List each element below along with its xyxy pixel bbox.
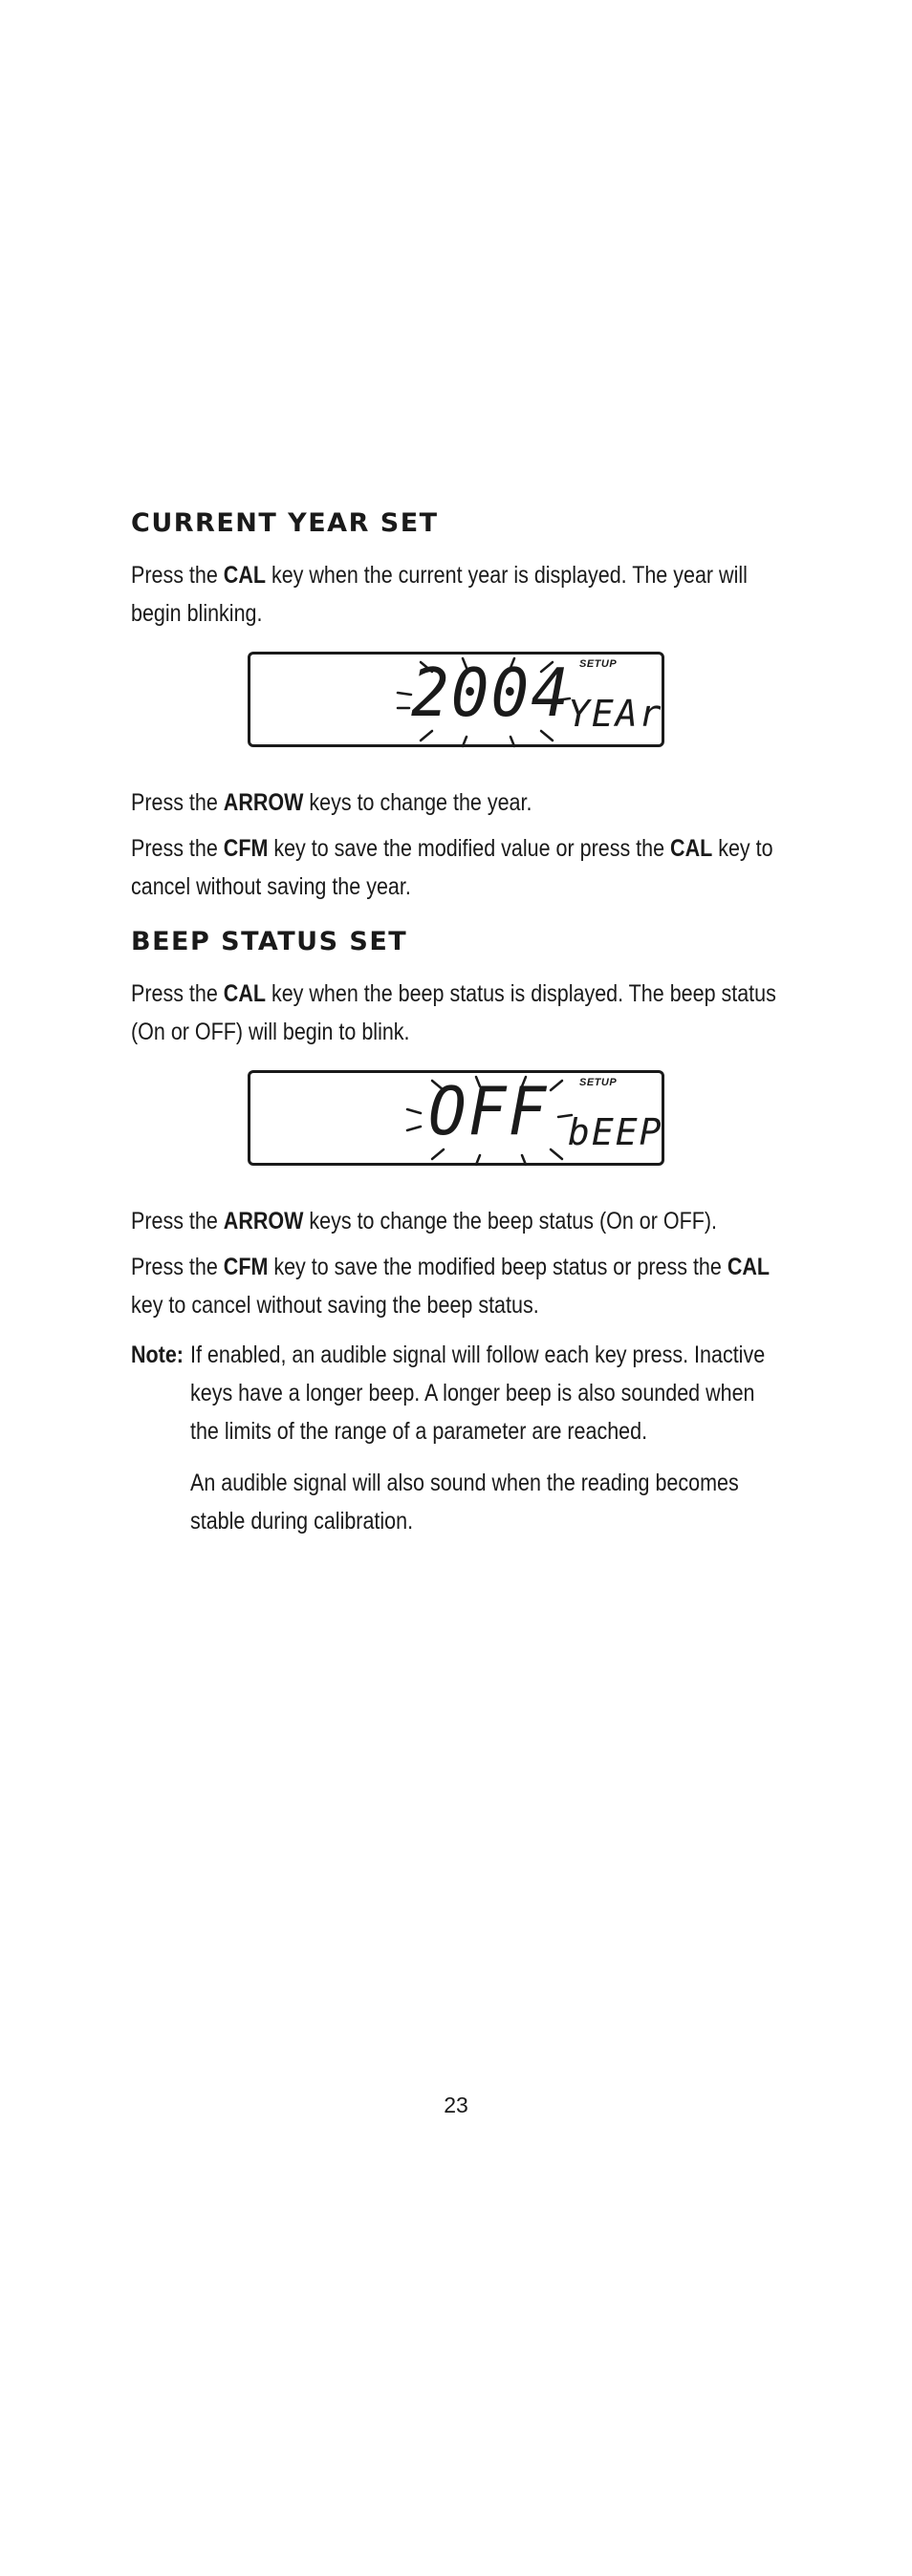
beep-intro: Press the CAL key when the beep status is displayed. The beep status (On or OFF) will begin to blink. xyxy=(131,980,776,1045)
arrow-key-label: ARROW xyxy=(223,1208,304,1234)
lcd-main-value: OFF xyxy=(428,1073,549,1150)
note-label: Note: xyxy=(131,1342,184,1368)
lcd-frame xyxy=(248,652,664,747)
lcd-secondary-label: bEEP xyxy=(568,1111,663,1153)
note-body xyxy=(190,1336,784,1540)
page-number: 23 xyxy=(444,2093,468,2117)
setup-indicator: SETUP xyxy=(579,658,618,670)
beep-step-arrow: Press the ARROW keys to change the beep status (On or OFF). xyxy=(131,1208,718,1234)
lcd-secondary-label: YEAr xyxy=(568,693,663,735)
cfm-key-label: CFM xyxy=(223,1254,269,1280)
note-paragraph-1: If enabled, an audible signal will follow each key press. Inactive keys have a longer beep. A longer beep is also sounded when the limits of the range of a parameter are reached. xyxy=(190,1342,766,1445)
year-step-confirm: Press the CFM key to save the modified value or press the CAL key to cancel without saving the year. xyxy=(131,835,773,900)
cfm-key-label: CFM xyxy=(223,835,269,862)
beep-step-confirm: Press the CFM key to save the modified beep status or press the CAL key to cancel without saving the beep status. xyxy=(131,1254,771,1319)
year-step-arrow: Press the ARROW keys to change the year. xyxy=(131,789,532,816)
lcd-main-value: 2004 xyxy=(411,655,571,732)
note-paragraph-2: An audible signal will also sound when the reading becomes stable during calibration. xyxy=(190,1470,739,1535)
heading-beep-status-set: BEEP STATUS SET xyxy=(131,927,408,956)
beep-lcd-display xyxy=(131,1070,784,1185)
lcd-frame xyxy=(248,1070,664,1166)
setup-indicator: SETUP xyxy=(579,1077,618,1088)
cal-key-label: CAL xyxy=(223,980,266,1007)
year-intro: Press the CAL key when the current year is displayed. The year will begin blinking. xyxy=(131,562,748,627)
cal-key-label: CAL xyxy=(727,1254,771,1280)
note-block xyxy=(131,1336,784,1540)
heading-current-year-set: CURRENT YEAR SET xyxy=(131,508,439,538)
cal-key-label: CAL xyxy=(223,562,266,589)
arrow-key-label: ARROW xyxy=(223,789,304,816)
cal-key-label: CAL xyxy=(670,835,713,862)
year-lcd-display xyxy=(131,652,784,766)
page-content xyxy=(131,504,784,1548)
